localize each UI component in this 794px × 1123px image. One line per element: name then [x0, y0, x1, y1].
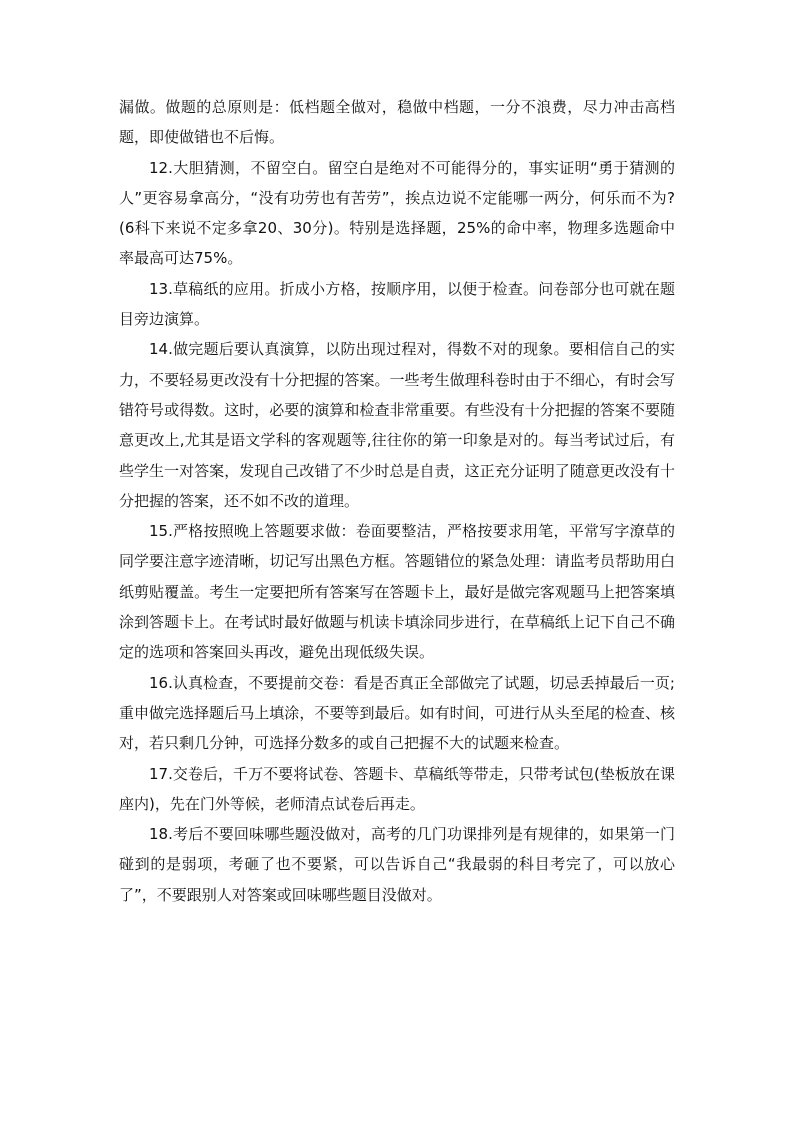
paragraph-item-14: 14.做完题后要认真演算，以防出现过程对，得数不对的现象。要相信自己的实力，不要轻易更改没有十分把握的答案。一些考生做理科卷时由于不细心，有时会写错符号或得数。这时，必要的演算和检查非常重要。有些没有十分把握的答案不要随意更改上,尤其是语文学科的客观题等,往往你的第一印象是对的。每当考试过后，有些学生一对答案，发现自己改错了不少时总是自责，这正充分证明了随意更改没有十分把握的答案，还不如不改的道理。	[119, 340, 675, 510]
paragraph-item-18: 18.考后不要回味哪些题没做对，高考的几门功课排列是有规律的，如果第一门碰到的是弱项，考砸了也不要紧，可以告诉自己“我最弱的科目考完了，可以放心了”，不要跟别人对答案或回味哪些题目没做对。	[119, 825, 675, 904]
document-body	[119, 92, 675, 910]
paragraph-item-12: 12.大胆猜测，不留空白。留空白是绝对不可能得分的，事实证明“勇于猜测的人”更容易拿高分，“没有功劳也有苦劳”，挨点边说不定能哪一两分，何乐而不为?(6科下来说不定多拿20、30分)。特别是选择题，25%的命中率，物理多选题命中率最高可达75%。	[119, 158, 675, 268]
paragraph-continuation: 漏做。做题的总原则是：低档题全做对，稳做中档题，一分不浪费，尽力冲击高档题，即使做错也不后悔。	[119, 98, 675, 147]
paragraph-item-17: 17.交卷后，千万不要将试卷、答题卡、草稿纸等带走，只带考试包(垫板放在课座内)，先在门外等候，老师清点试卷后再走。	[119, 764, 675, 813]
paragraph-item-13: 13.草稿纸的应用。折成小方格，按顺序用，以便于检查。问卷部分也可就在题目旁边演算。	[119, 279, 675, 329]
paragraph-item-15: 15.严格按照晚上答题要求做：卷面要整洁，严格按要求用笔，平常写字潦草的同学要注意字迹清晰，切记写出黑色方框。答题错位的紧急处理：请监考员帮助用白纸剪贴覆盖。考生一定要把所有答案写在答题卡上，最好是做完客观题马上把答案填涂到答题卡上。在考试时最好做题与机读卡填涂同步进行，在草稿纸上记下自己不确定的选项和答案回头再改，避免出现低级失误。	[119, 522, 675, 662]
paragraph-item-16: 16.认真检查，不要提前交卷：看是否真正全部做完了试题，切忌丢掉最后一页;重申做完选择题后马上填涂，不要等到最后。如有时间，可进行从头至尾的检查、核对，若只剩几分钟，可选择分数多的或自己把握不大的试题来检查。	[119, 673, 675, 753]
